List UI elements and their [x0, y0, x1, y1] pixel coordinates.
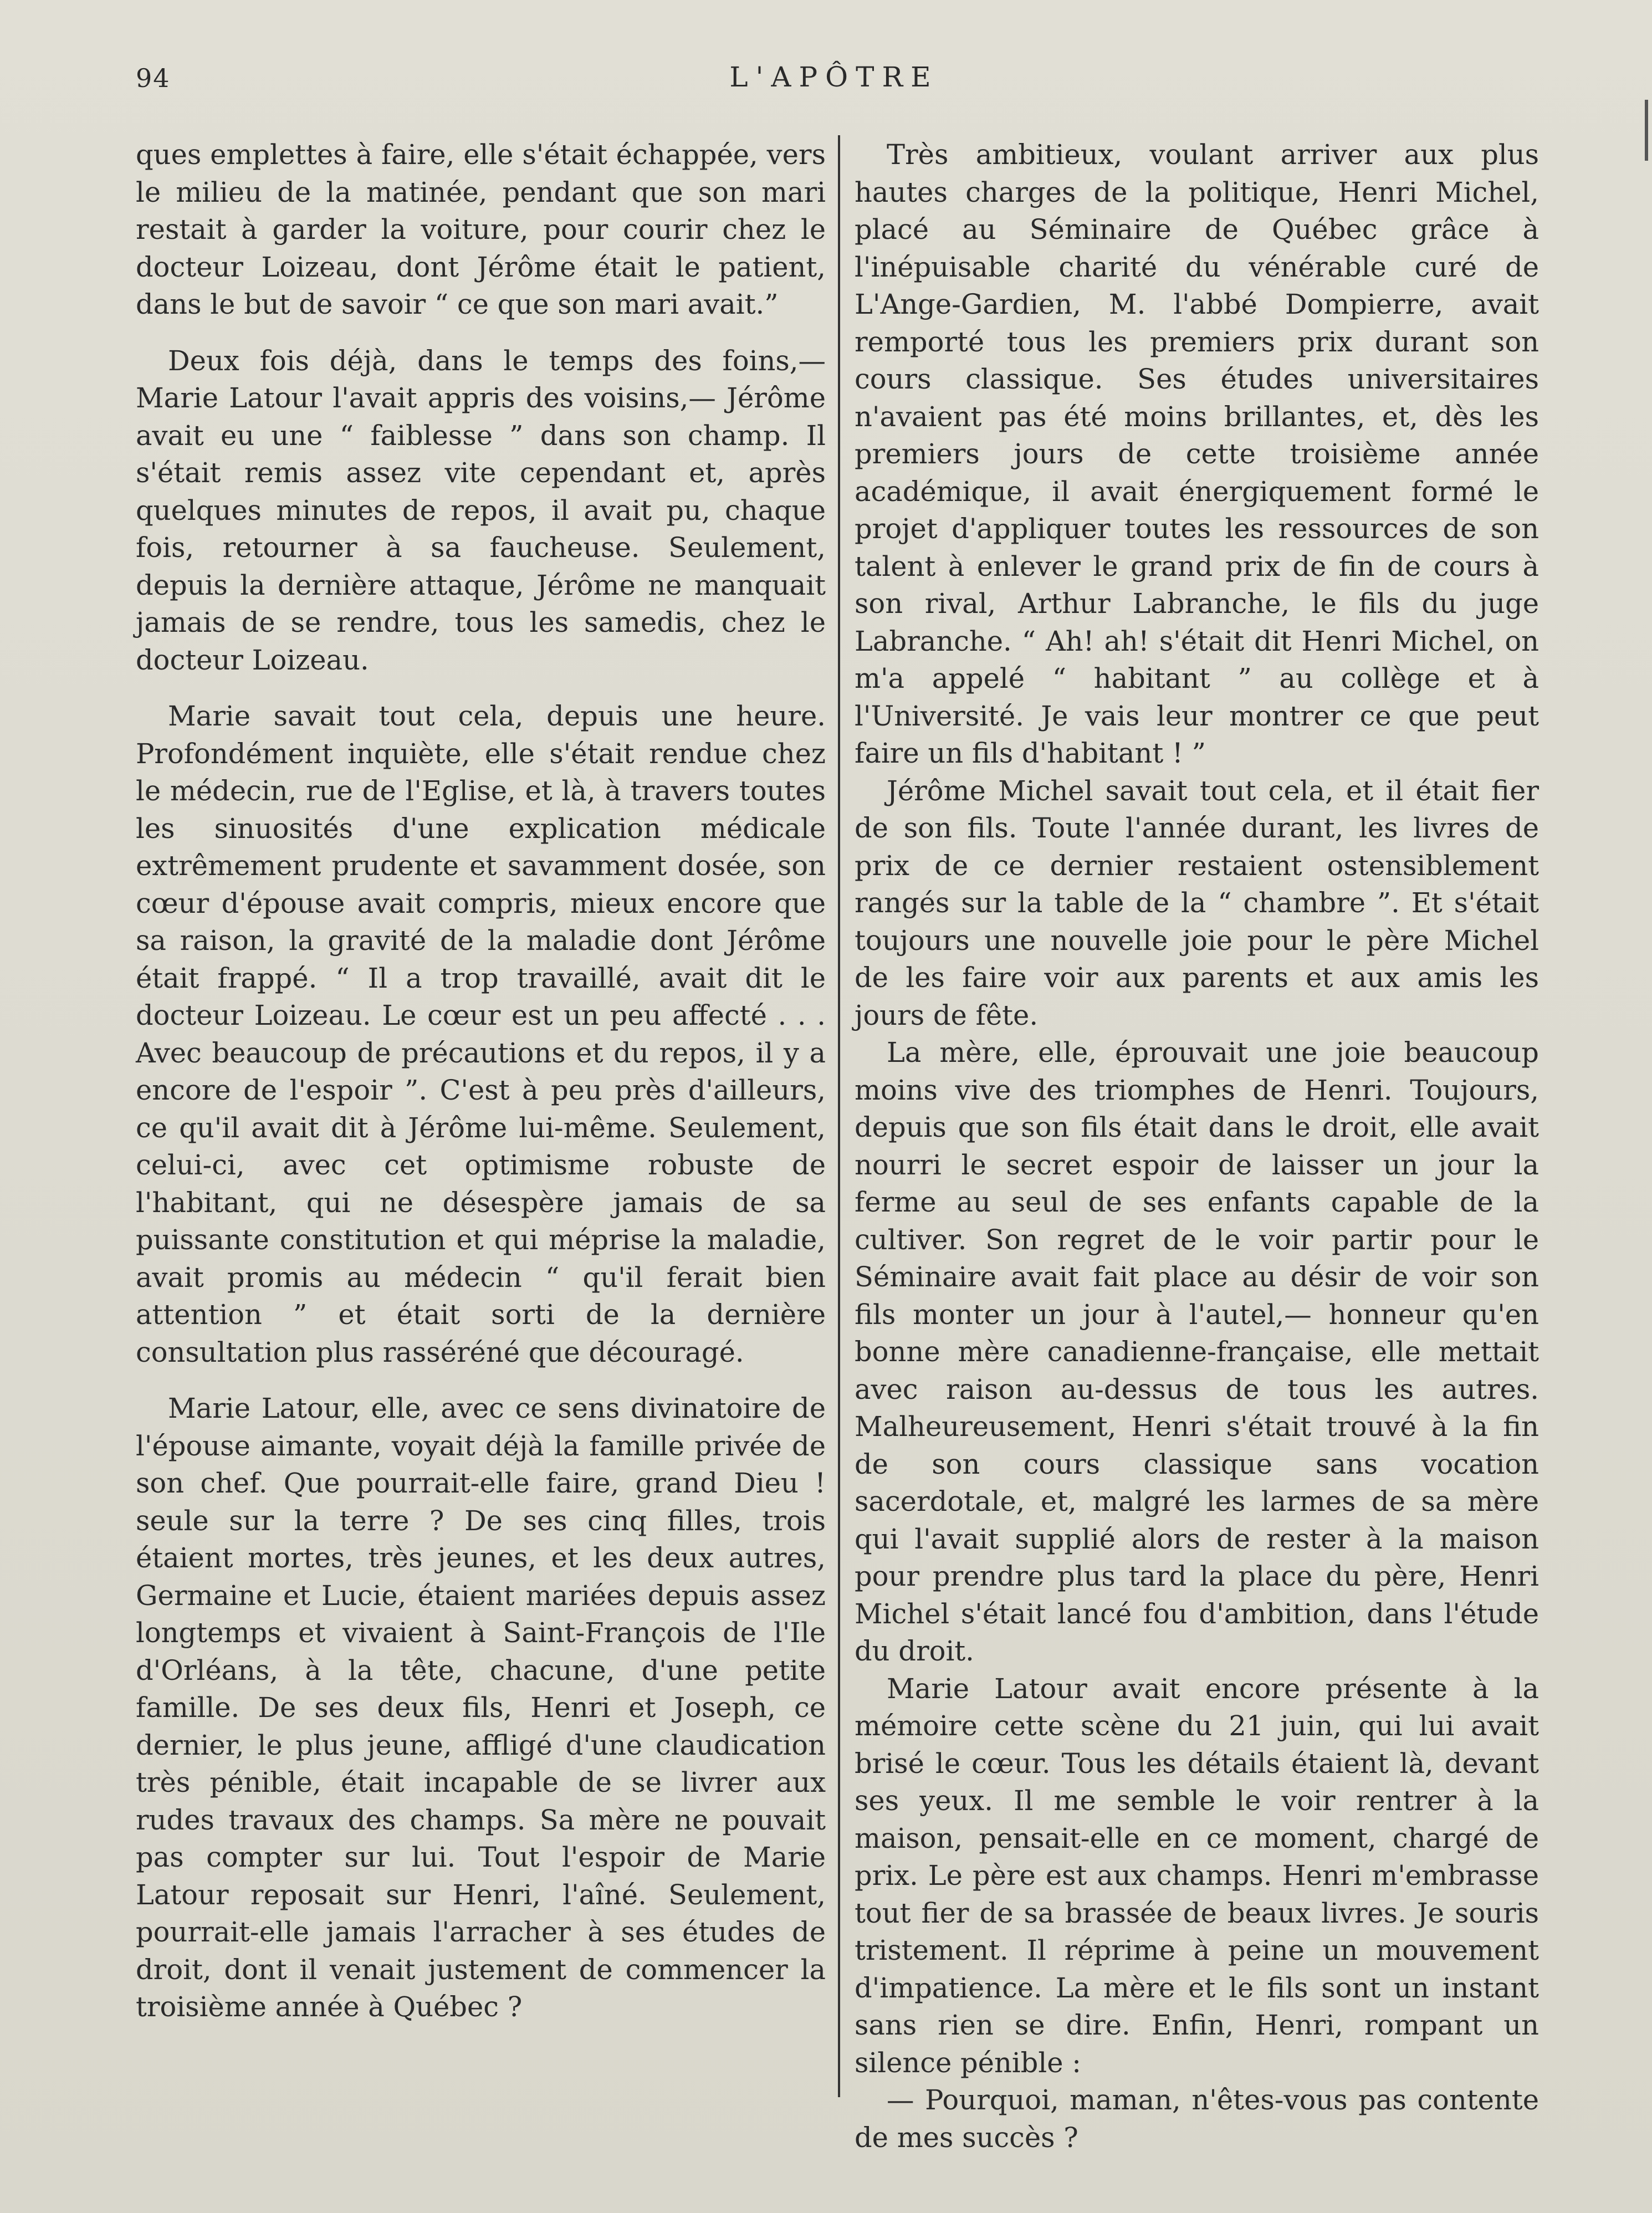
- running-title: L'APÔTRE: [729, 61, 939, 93]
- paragraph: Marie Latour, elle, avec ce sens divinatoire de l'épouse aimante, voyait déjà la famille privée de son chef. Que pourrait-elle faire, grand Dieu ! seule sur la terre ? De ses cinq filles, trois étaient mortes, très jeunes, et les deux autres, Germaine et Lucie, étaient mariées depuis assez longtemps et vivaient à Saint-François de l'Ile d'Orléans, à la tête, chacune, d'une petite famille. De ses deux fils, Henri et Joseph, ce dernier, le plus jeune, affligé d'une claudication très pénible, était incapable de se livrer aux rudes travaux des champs. Sa mère ne pouvait pas compter sur lui. Tout l'espoir de Marie Latour reposait sur Henri, l'aîné. Seulement, pourrait-elle jamais l'arracher à ses études de droit, dont il venait justement de commencer la troisième année à Québec ?: [136, 1392, 826, 2023]
- paragraph: Marie Latour avait encore présente à la mémoire cette scène du 21 juin, qui lui avait brisé le cœur. Tous les détails étaient là, devant ses yeux. Il me semble le voir rentrer à la maison, pensait-elle en ce moment, chargé de prix. Le père est aux champs. Henri m'embrasse tout fier de sa brassée de beaux livres. Je souris tristement. Il réprime à peine un mouvement d'impatience. La mère et le fils sont un instant sans rien se dire. Enfin, Henri, rompant un silence pénible :: [855, 1672, 1539, 2079]
- paragraph: Marie savait tout cela, depuis une heure. Profondément inquiète, elle s'était rendue chez le médecin, rue de l'Eglise, et là, à travers toutes les sinuosités d'une explication médicale extrêmement prudente et savamment dosée, son cœur d'épouse avait compris, mieux encore que sa raison, la gravité de la maladie dont Jérôme était frappé. “ Il a trop travaillé, avait dit le docteur Loizeau. Le cœur est un peu affecté . . . Avec beaucoup de précautions et du repos, il y a encore de l'espoir ”. C'est à peu près d'ailleurs, ce qu'il avait dit à Jérôme lui-même. Seulement, celui-ci, avec cet optimisme robuste de l'habitant, qui ne désespère jamais de sa puissante constitution et qui méprise la maladie, avait promis au médecin “ qu'il ferait bien attention ” et était sorti de la dernière consultation plus rasséréné que découragé.: [136, 700, 826, 1368]
- paragraph: La mère, elle, éprouvait une joie beaucoup moins vive des triomphes de Henri. Toujours, depuis que son fils était dans le droit, elle avait nourri le secret espoir de laisser un jour la ferme au seul de ses enfants capable de la cultiver. Son regret de le voir partir pour le Séminaire avait fait place au désir de voir son fils monter un jour à l'autel,— honneur qu'en bonne mère canadienne-française, elle mettait avec raison au-dessus de tous les autres. Malheureusement, Henri s'était trouvé à la fin de son cours classique sans vocation sacerdotale, et, malgré les larmes de sa mère qui l'avait supplié alors de rester à la maison pour prendre plus tard la place du père, Henri Michel s'était lancé fou d'ambition, dans l'étude du droit.: [855, 1036, 1539, 1667]
- left-column: [136, 136, 826, 2026]
- paragraph: — Pourquoi, maman, n'êtes-vous pas contente de mes succès ?: [855, 2084, 1539, 2154]
- page-header: [136, 55, 1532, 105]
- paragraph: Très ambitieux, voulant arriver aux plus hautes charges de la politique, Henri Michel, placé au Séminaire de Québec grâce à l'inépuisable charité du vénérable curé de L'Ange-Gardien, M. l'abbé Dompierre, avait remporté tous les premiers prix durant son cours classique. Ses études universitaires n'avaient pas été moins brillantes, et, dès les premiers jours de cette troisième année académique, il avait énergiquement formé le projet d'appliquer toutes les ressources de son talent à enlever le grand prix de fin de cours à son rival, Arthur Labranche, le fils du juge Labranche. “ Ah! ah! s'était dit Henri Michel, on m'a appelé “ habitant ” au collège et à l'Université. Je vais leur montrer ce que peut faire un fils d'habitant ! ”: [855, 139, 1539, 769]
- paragraph: Jérôme Michel savait tout cela, et il était fier de son fils. Toute l'année durant, les livres de prix de ce dernier restaient ostensiblement rangés sur la table de la “ chambre ”. Et s'était toujours une nouvelle joie pour le père Michel de les faire voir aux parents et aux amis les jours de fête.: [855, 774, 1539, 1031]
- right-column: [855, 136, 1539, 2156]
- paragraph: Deux fois déjà, dans le temps des foins,— Marie Latour l'avait appris des voisins,— Jérôme avait eu une “ faiblesse ” dans son champ. Il s'était remis assez vite cependant et, après quelques minutes de repos, il avait pu, chaque fois, retourner à sa faucheuse. Seulement, depuis la dernière attaque, Jérôme ne manquait jamais de se rendre, tous les samedis, chez le docteur Loizeau.: [136, 344, 826, 676]
- paragraph: ques emplettes à faire, elle s'était échappée, vers le milieu de la matinée, pendant que son mari restait à garder la voiture, pour courir chez le docteur Loizeau, dont Jérôme était le patient, dans le but de savoir “ ce que son mari avait.”: [136, 139, 826, 320]
- page-edge-mark: [1645, 100, 1648, 161]
- page-number: 94: [136, 63, 171, 93]
- column-divider: [838, 135, 840, 2097]
